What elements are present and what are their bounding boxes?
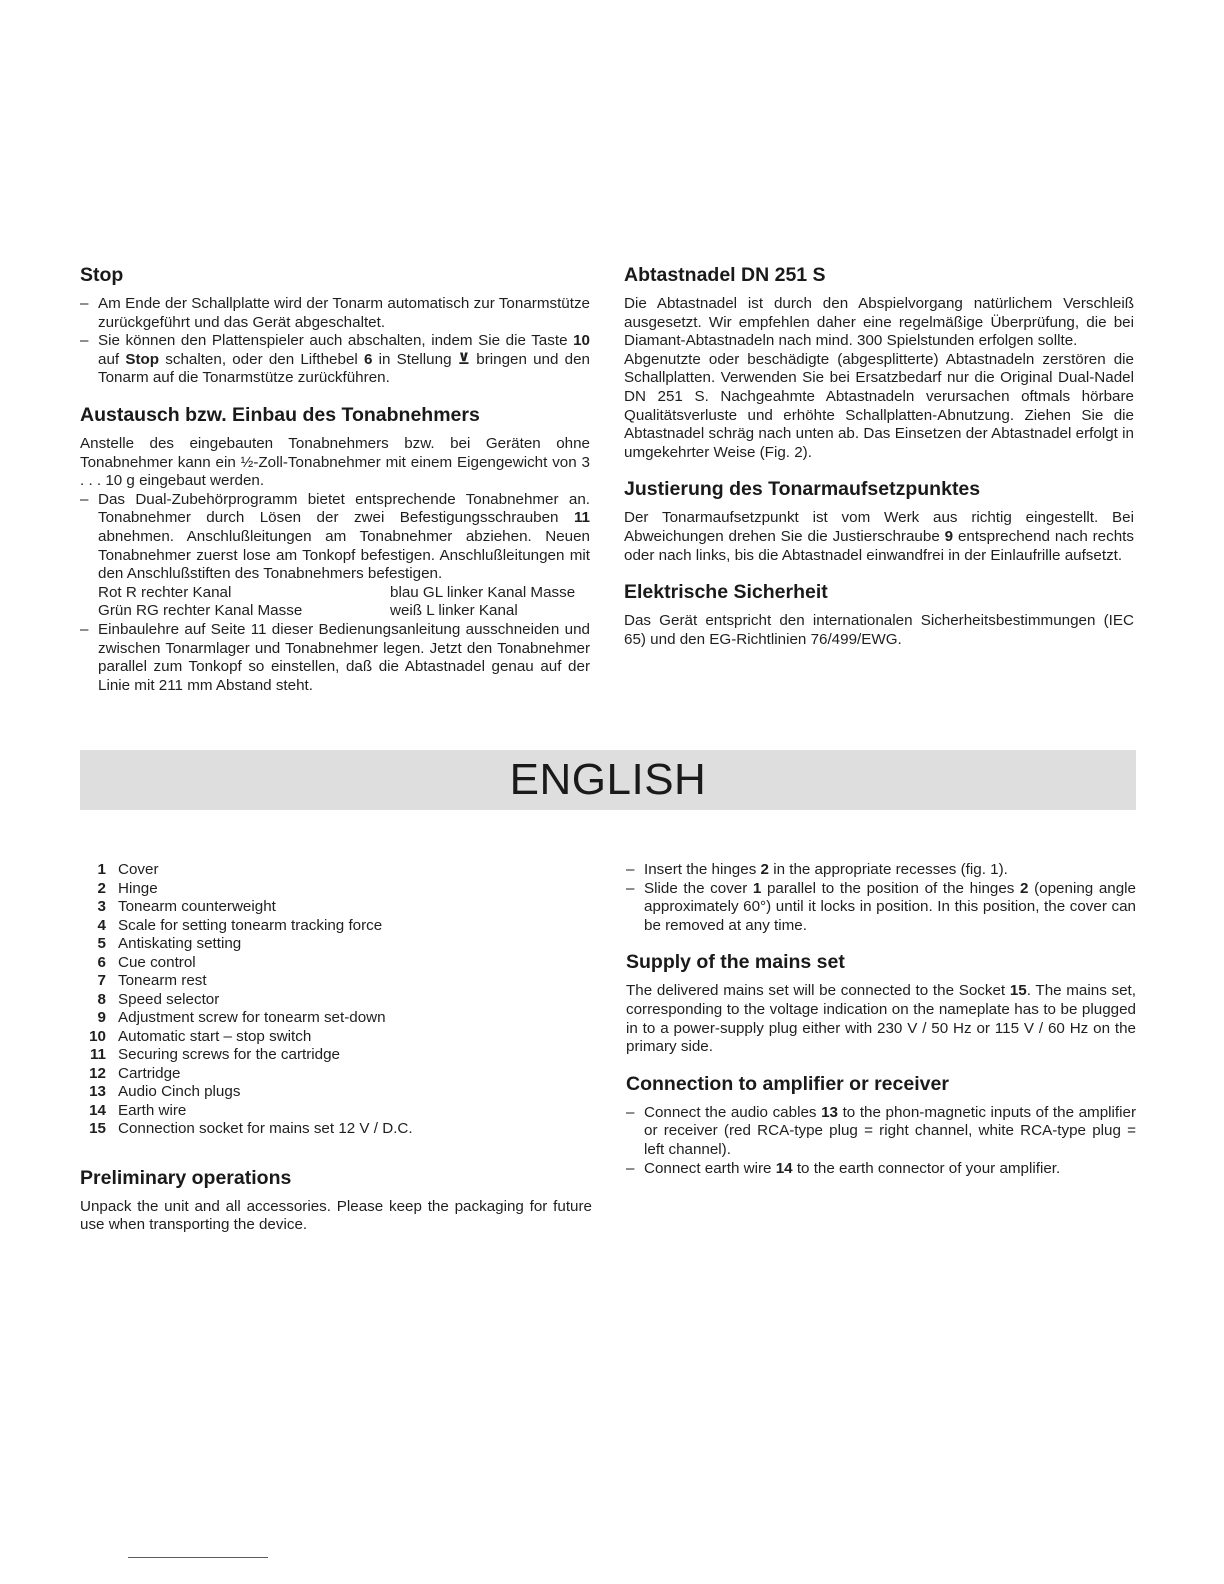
list-item: 13 Audio Cinch plugs bbox=[89, 1083, 241, 1100]
abtastnadel-heading: Abtastnadel DN 251 S bbox=[624, 264, 826, 286]
connection-item-2 bbox=[626, 1160, 1136, 1179]
wire-row-1 bbox=[80, 584, 590, 603]
list-item: 3 Tonearm counterweight bbox=[97, 898, 276, 915]
language-banner: ENGLISH bbox=[80, 750, 1136, 810]
austausch-item-1 bbox=[80, 491, 590, 584]
preliminary-text: Unpack the unit and all accessories. Please keep the packaging for future use when transporting the device. bbox=[80, 1197, 592, 1234]
mains-section bbox=[626, 951, 1136, 1056]
list-item: 7 Tonearm rest bbox=[97, 972, 207, 989]
wire-right: weiß L linker Kanal bbox=[390, 602, 518, 620]
austausch-item-2 bbox=[80, 621, 590, 695]
list-item: 14 Earth wire bbox=[89, 1101, 187, 1119]
list-item: 11 Securing screws for the cartridge bbox=[89, 1046, 340, 1063]
austausch-section bbox=[80, 404, 590, 695]
austausch-intro: Anstelle des eingebauten Tonabnehmers bzw. bei Geräten ohne Tonabnehmer kann ein ½-Zoll-Tonabnehmer mit einem Eigengewicht von 3 . . . 10 g eingebaut werden. bbox=[80, 434, 590, 490]
mains-text: The delivered mains set will be connected to the Socket 15. The mains set, corresponding to the voltage indication on the nameplate has to be plugged in to a power-supply plug either with 230 V / 50 Hz or 115 V / 60 Hz on the primary side. bbox=[626, 982, 1136, 1056]
abtastnadel-p2: Abgenutzte oder beschädigte (abgesplitterte) Abtastnadeln zerstören die Schallplatten. Verwenden Sie bei Ersatzbedarf nur die Original Dual-Nadel DN 251 S. Nachgeahmte Abtastnadeln verursachen oftmals hörbare Qualitätsverluste und erhöhte Schallplatten-Abnutzung. Ziehen Sie die Abtastnadel schräg nach unten ab. Das Einsetzen der Abtastnadel erfolgt in umgekehrter Weise (Fig. 2). bbox=[624, 350, 1134, 461]
hinges-item-2 bbox=[626, 880, 1136, 936]
list-item: 6 Cue control bbox=[97, 953, 196, 971]
lift-position-icon: ⊻ bbox=[457, 350, 471, 368]
connection-item-1-text: Connect the audio cables 13 to the phon-magnetic inputs of the amplifier or receiver (red RCA-type plug = right channel, white RCA-type plug = left channel). bbox=[644, 1103, 1137, 1158]
dash-mark: – bbox=[626, 1103, 635, 1121]
left-column-en bbox=[80, 861, 592, 1235]
connection-section bbox=[626, 1073, 1136, 1178]
footer-rule bbox=[128, 1557, 268, 1558]
dash-mark: – bbox=[80, 620, 89, 638]
dash-mark: – bbox=[626, 1159, 635, 1177]
connection-item-1 bbox=[626, 1104, 1136, 1160]
parts-list bbox=[80, 861, 592, 1139]
hinges-section bbox=[626, 861, 1136, 935]
connection-heading: Connection to amplifier or receiver bbox=[626, 1072, 949, 1095]
mains-heading: Supply of the mains set bbox=[626, 951, 845, 974]
stop-heading: Stop bbox=[80, 264, 124, 286]
list-item: 10 Automatic start – stop switch bbox=[89, 1027, 312, 1045]
dash-mark: – bbox=[80, 332, 89, 350]
dash-mark: – bbox=[626, 879, 635, 897]
stop-item-1 bbox=[80, 295, 590, 332]
right-column-de bbox=[624, 264, 1134, 649]
stop-item-1-text: Am Ende der Schallplatte wird der Tonarm automatisch zur Tonarmstütze zurückgeführt und das Gerät abgeschaltet. bbox=[98, 295, 590, 331]
abtastnadel-section bbox=[624, 264, 1134, 462]
wire-left: Grün RG rechter Kanal Masse bbox=[98, 602, 303, 620]
justierung-text: Der Tonarmaufsetzpunkt ist vom Werk aus richtig eingestellt. Bei Abweichungen drehen Sie die Justierschraube 9 entsprechend nach rechts oder nach links, bis die Abtastnadel einwandfrei in der Einlaufrille aufsetzt. bbox=[624, 509, 1134, 564]
list-item: 15 Connection socket for mains set 12 V / D.C. bbox=[89, 1120, 413, 1137]
stop-item-2 bbox=[80, 332, 590, 388]
dash-mark: – bbox=[626, 861, 635, 878]
list-item: 2 Hinge bbox=[97, 879, 158, 897]
list-item: 4 Scale for setting tonearm tracking force bbox=[97, 916, 383, 934]
wire-left: Rot R rechter Kanal bbox=[98, 583, 232, 601]
austausch-item-1-text: Das Dual-Zubehörprogramm bietet entsprechende Tonabnehmer an. Tonabnehmer durch Lösen der zwei Befestigungsschrauben 11 abnehmen. Anschlußleitungen am Tonabnehmer abziehen. Neuen Tonabnehmer zuerst lose am Tonkopf befestigen. Anschlußleitungen mit den Anschlußstiften des Tonabnehmers befestigen. bbox=[98, 490, 590, 583]
list-item: 8 Speed selector bbox=[97, 990, 220, 1008]
justierung-section bbox=[624, 478, 1134, 565]
hinges-item-1 bbox=[626, 861, 1136, 880]
preliminary-section bbox=[80, 1167, 592, 1235]
wire-row-2 bbox=[80, 602, 590, 621]
sicherheit-heading: Elektrische Sicherheit bbox=[624, 581, 828, 604]
connection-item-2-text: Connect earth wire 14 to the earth connector of your amplifier. bbox=[644, 1159, 1061, 1177]
hinges-item-1-text: Insert the hinges 2 in the appropriate recesses (fig. 1). bbox=[644, 861, 1008, 878]
sicherheit-section bbox=[624, 581, 1134, 649]
preliminary-heading: Preliminary operations bbox=[80, 1166, 292, 1189]
left-column-de bbox=[80, 264, 590, 695]
stop-item-2-text: Sie können den Plattenspieler auch abschalten, indem Sie die Taste 10 auf Stop schalten, oder den Lifthebel 6 in Stellung ⊻ bringen und den Tonarm auf die Tonarmstütze zurückführen. bbox=[98, 332, 590, 387]
list-item: 5 Antiskating setting bbox=[97, 935, 242, 952]
austausch-item-2-text: Einbaulehre auf Seite 11 dieser Bedienungsanleitung ausschneiden und zwischen Tonarmlager und Tonabnehmer legen. Jetzt den Tonabnehmer parallel zum Tonkopf so einstellen, daß die Abtastnadel genau auf der Linie mit 211 mm Abstand steht. bbox=[98, 620, 590, 694]
right-column-en bbox=[626, 861, 1136, 1178]
list-item: 12 Cartridge bbox=[89, 1064, 181, 1082]
justierung-heading: Justierung des Tonarmaufsetzpunktes bbox=[624, 478, 981, 501]
hinges-item-2-text: Slide the cover 1 parallel to the position of the hinges 2 (opening angle approximately 60°) until it locks in position. In this position, the cover can be removed at any time. bbox=[644, 879, 1136, 934]
sicherheit-text: Das Gerät entspricht den internationalen Sicherheitsbestimmungen (IEC 65) und den EG-Richtlinien 76/499/EWG. bbox=[624, 612, 1134, 648]
abtastnadel-p1: Die Abtastnadel ist durch den Abspielvorgang natürlichem Verschleiß ausgesetzt. Wir empfehlen daher eine regelmäßige Überprüfung, die bei Diamant-Abtastnadeln nach mind. 300 Spielstunden erfolgen sollte. bbox=[624, 295, 1134, 350]
list-item: 9 Adjustment screw for tonearm set-down bbox=[97, 1009, 386, 1026]
austausch-heading: Austausch bzw. Einbau des Tonabnehmers bbox=[80, 403, 480, 426]
list-item: 1 Cover bbox=[97, 861, 159, 878]
wire-right: blau GL linker Kanal Masse bbox=[390, 583, 576, 601]
stop-section bbox=[80, 264, 590, 388]
dash-mark: – bbox=[80, 490, 89, 508]
dash-mark: – bbox=[80, 295, 89, 312]
